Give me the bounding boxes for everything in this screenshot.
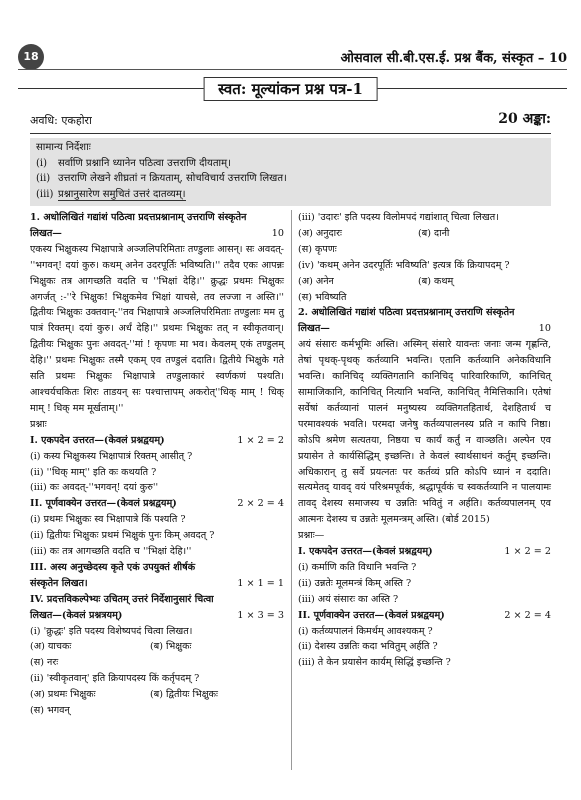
q2-passage <box>298 337 551 528</box>
option: (ब) द्वितीयः भिक्षुकः <box>150 689 218 701</box>
section-4-heading-line2 <box>30 608 284 624</box>
section-1-heading <box>30 433 284 449</box>
column-divider <box>291 210 292 770</box>
option-row <box>30 639 284 655</box>
option: (अ) याचकः <box>30 641 72 653</box>
q1-heading: 1. अधोलिखितं गद्यांशं पठित्वा प्रदत्तप्रश्नानाम् उत्तराणि संस्कृतेन <box>30 212 247 223</box>
q2-heading-line2 <box>298 321 551 337</box>
passage-source: (बोर्ड 2015) <box>441 514 490 526</box>
question-item: (iii) 'उदारः' इति पदस्य विलोमपदं गद्यांशात् चित्वा लिखत। <box>298 212 499 223</box>
section-2-title: II. पूर्णवाक्येन उत्तरत—(केवलं प्रश्नद्वयम्) <box>298 609 445 621</box>
question-item: (iv) 'कथम् अनेन उदरपूर्तिः भविष्यति' इत्यत्र किं क्रियापदम् ? <box>298 259 510 271</box>
header-rule <box>18 69 567 70</box>
option: (ब) दानी <box>418 227 450 239</box>
option: (अ) अनेन <box>298 275 334 287</box>
book-title: ओसवाल सी.बी.एस.ई. प्रश्न बैंक, संस्कृत – 10 <box>340 51 567 66</box>
option: (स) भगवन्‌ <box>30 705 70 717</box>
q2-passage-text: अयं संसारः कर्मभूमिः अस्ति। अस्मिन् संसारे यावन्तः जनाः जन्म गृह्णन्ति, तेषां पृथक्-पृथक् कर्तव्यानि भवन्ति। एतानि कर्तव्यानि अनेकविधानि भवन्ति। कानिचिद् व्यक्तिगतानि कानिचिद् पारिवारिकाणि, कानिचित् सामाजिकानि, कानिचित् नित्यानि भवन्ति, कानिचित् नैमित्तिकानि। एतेषां सर्वेषां कर्तव्यानां पालनं मनुष्यस्य व्यक्तिगतहितार्थ, देशहितार्थ च परमावश्यकं भवति। परमदा जनेषु कर्तव्यपालनस्य प्रति न कापि निष्ठा। कोऽपि श्रमेण सत्यतया, निष्ठया च कार्यं कर्तुं न वाञ्छति। अल्पेन एव प्रयासेन ते कार्यसिद्धिम् इच्छन्ति। ते केवलं स्वार्थसाधनं कर्तुम् इच्छन्ति। अधिकारान् तु सर्वे प्रयत्नतः पर कर्तव्यं प्रति कोऽपि ध्यानं न ददाति। सत्यमेतद् यावद् वयं परिश्रमपूर्वकं, श्रद्धापूर्वकं च स्वकर्तव्यानि न पालयामः तावद् देशस्य समाजस्य च उन्नतिः भवितुं न अर्हति। कर्तव्यपालनम् एव आत्मनः देशस्य च उन्नतेः मूलमन्त्रम् अस्ति। <box>298 339 551 526</box>
question-item: (i) कस्य भिक्षुकस्य भिक्षापात्रं रिक्तम् आसीत्‌ ? <box>30 450 193 462</box>
instruction-item <box>36 187 545 203</box>
section-2-heading <box>30 496 284 512</box>
q1-passage: एकस्य भिक्षुकस्य भिक्षापात्रे अञ्जलिपरिमिताः तण्डुलाः आसन्‌। सः अवदत्-''भगवन्‌! दयां कुरु। कथम् अनेन उदरपूर्तिः भविष्यति।'' तदैव एकः आपन्नः भिक्षुकः तत्र आगच्छति वदति च ''भिक्षां देहि।'' क्रुद्धः प्रथमः भिक्षुकः अगर्जत् :-''रे भिक्षुक! भिक्षुकमेव भिक्षां याचसे, तव लज्जा न अस्ति।'' द्वितीयः भिक्षुकः उक्तवान्-''तव भिक्षापात्रे अञ्जलिपरिमिताः तण्डुलाः मम तु पात्रं रिक्तम्‌। दयां कुरु। अर्धं देहि।'' प्रथमः भिक्षुकः तत् न स्वीकृतवान्‌। द्वितीयः भिक्षुकः पुनः अवदत्-''मां ! कृपणः मा भव। केवलम् एकं तण्डुलम् देहि।'' प्रथमः भिक्षुकः तस्मै एकम् एव तण्डुलं ददाति। द्वितीये भिक्षुके गते सति प्रथमः भिक्षुकः भिक्षापात्रे तण्डुलाकारं स्वर्णकणं पश्यति। आश्चर्यचकितः शिरः ताडयन् सः पश्चात्तापम् अकरोत्''धिक् माम् ! धिक् माम् ! धिक् मम मूर्खताम्‌।'' <box>30 243 284 414</box>
question-item: (ii) 'स्वीकृतवान्' इति क्रियापदस्य किं कर्तृपदम् ? <box>30 673 200 685</box>
option: (स) भविष्यति <box>298 291 347 303</box>
left-column <box>30 210 284 719</box>
q1-heading-line2 <box>30 226 284 242</box>
section-1-marks: 1 × 2 = 2 <box>504 546 551 558</box>
option: (ब) कथम् <box>418 275 454 287</box>
divider <box>30 133 551 134</box>
time-duration: अवधि: एकहोरा <box>30 114 92 127</box>
question-item: (i) कर्तव्यपालनं किमर्थम् आवश्यकम् ? <box>298 625 433 637</box>
instruction-text: उत्तराणि लेखने शीघ्रतां न क्रियताम्‌, सोचविचार्य उत्तराणि लिखत। <box>58 173 287 184</box>
question-item: (i) प्रथमः भिक्षुकः स्व भिक्षापात्रे किं पश्यति ? <box>30 514 186 526</box>
section-3-tail: संस्कृतेन लिखत। <box>30 577 88 589</box>
questions-label: प्रश्नाः— <box>298 530 325 542</box>
section-4-tail: लिखत—(केवलं प्रश्नत्रयम्) <box>30 609 123 621</box>
q1-heading-tail: लिखत— <box>30 227 62 239</box>
instruction-item <box>36 171 545 187</box>
section-2-marks: 2 × 2 = 4 <box>237 498 284 510</box>
instructions-title: सामान्य निर्देशाः <box>36 142 91 153</box>
page-number-badge: 18 <box>18 44 44 70</box>
section-1-marks: 1 × 2 = 2 <box>237 434 284 446</box>
section-3-heading-line2 <box>30 576 284 592</box>
instruction-item <box>36 156 545 172</box>
instruction-text: प्रश्नानुसारेण समुचितं उत्तरं दातव्यम्‌। <box>58 188 186 200</box>
instruction-text: सर्वाणि प्रश्नानि ध्यानेन पठित्वा उत्तराणि दीयताम्‌। <box>58 157 231 169</box>
page-header <box>18 44 567 70</box>
question-item: (iii) कः अवदत्-''भगवन्‌! दयां कुरु'' <box>30 482 159 494</box>
instruction-number: (i) <box>36 157 48 169</box>
section-2-marks: 2 × 2 = 4 <box>504 609 551 621</box>
section-3-heading: III. अस्य अनुच्छेदस्य कृते एकं उपयुक्तं शीर्षकं <box>30 561 196 573</box>
q2-heading: 2. अधोलिखितं गद्यांशं पठित्वा प्रदत्तप्रश्नानाम् उत्तराणि संस्कृतेन <box>298 307 515 319</box>
question-item: (i) कर्माणि कति विधानि भवन्ति ? <box>298 561 417 573</box>
section-2-heading <box>298 608 551 624</box>
option-row <box>298 226 551 242</box>
section-4-marks: 1 × 3 = 3 <box>237 609 284 621</box>
option: (अ) अनुदारः <box>298 227 342 239</box>
question-item: (ii) द्वितीयः भिक्षुकः प्रथमं भिक्षुकं पुनः किम् अवदत्‌ ? <box>30 530 215 542</box>
questions-label: प्रश्नाः <box>30 418 47 430</box>
right-column <box>298 210 551 671</box>
question-item: (ii) ''धिक् माम्'' इति कः कथयति ? <box>30 466 157 478</box>
question-item: (i) 'क्रुद्धः' इति पदस्य विशेष्यपदं चित्वा लिखत। <box>30 625 193 637</box>
instructions-box <box>30 138 551 206</box>
title-bar <box>0 77 581 101</box>
option: (अ) प्रथमः भिक्षुकः <box>30 689 96 701</box>
option-row <box>30 687 284 703</box>
section-1-title: I. एकपदेन उत्तरत—(केवलं प्रश्नद्वयम्) <box>298 546 433 558</box>
section-4-heading: IV. प्रदत्तविकल्पेभ्यः उचितम् उत्तरं निर्देशानुसारं चित्वा <box>30 593 214 605</box>
question-item: (iii) ते केन प्रयासेन कार्यम् सिद्धिं इच्छन्ति ? <box>298 657 451 669</box>
option: (स) नरः <box>30 657 59 669</box>
question-item: (ii) देशस्य उन्नतिः कदा भवितुम् अर्हति ? <box>298 641 438 653</box>
q1-marks: 10 <box>271 227 284 239</box>
question-item: (iii) कः तत्र आगच्छति वदति च ''भिक्षां देहि।'' <box>30 546 192 558</box>
section-3-marks: 1 × 1 = 1 <box>237 577 284 589</box>
section-1-title: I. एकपदेन उत्तरत—(केवलं प्रश्नद्वयम्) <box>30 434 165 446</box>
q2-marks: 10 <box>538 323 551 335</box>
paper-title: स्वत: मूल्यांकन प्रश्न पत्र-1 <box>203 77 378 101</box>
section-2-title: II. पूर्णवाक्येन उत्तरत—(केवलं प्रश्नद्वयम्) <box>30 498 177 510</box>
question-item: (ii) उन्नतेः मूलमन्त्रं किम् अस्ति ? <box>298 577 412 589</box>
option: (स) कृपणः <box>298 243 337 255</box>
question-item: (iii) अयं संसारः का अस्ति ? <box>298 593 399 605</box>
option-row <box>298 274 551 290</box>
section-1-heading <box>298 544 551 560</box>
option: (ब) भिक्षुकः <box>150 641 192 653</box>
instruction-number: (ii) <box>36 173 51 184</box>
instruction-number: (iii) <box>36 188 54 200</box>
total-marks: 20 अङ्का: <box>498 111 551 127</box>
q2-heading-tail: लिखत— <box>298 323 330 335</box>
